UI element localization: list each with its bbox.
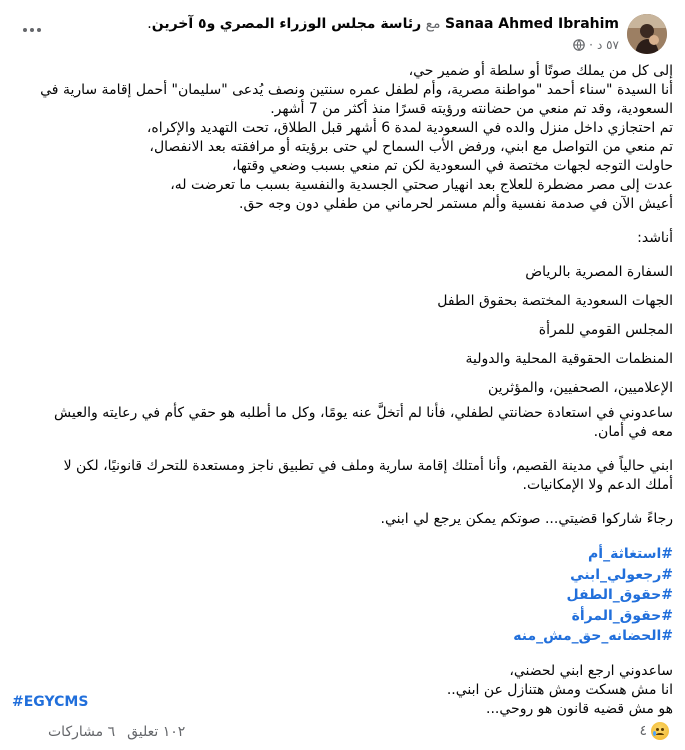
engagement-stats (48, 724, 185, 740)
post-footer (0, 720, 685, 750)
more-options-icon[interactable] (20, 18, 44, 42)
closing-line: هو مش قضيه قانون هو روحي... (486, 700, 673, 717)
post-header (0, 8, 685, 58)
post-meta (573, 38, 619, 52)
hashtag-link[interactable]: #رجعولي_ابني (570, 566, 673, 583)
intro-paragraph (12, 62, 673, 214)
hashtag-link[interactable]: #الحضانه_حق_مش_منه (513, 628, 673, 644)
intro-line: أعيش الآن في صدمة نفسية وألم مستمر لحرماني من طفلي دون وجه حق. (239, 196, 673, 212)
son-line: أملك الدعم ولا الإمكانيات. (522, 477, 673, 493)
intro-line: إلى كل من يملك صوتًا أو سلطة أو ضمير حي، (408, 63, 673, 79)
globe-icon (573, 39, 585, 51)
help-line: معه في أمان. (593, 424, 673, 440)
son-paragraph (12, 457, 673, 495)
avatar-photo-icon (627, 14, 667, 54)
intro-line: تم احتجازي داخل منزل والده في السعودية لمدة 6 أشهر قبل الطلاق، تحت التهديد والإكراه، (146, 120, 673, 136)
tagged-page[interactable]: رئاسة مجلس الوزراء المصري (219, 16, 422, 32)
reactions-summary[interactable] (639, 722, 669, 740)
reactions-count: ٤ (639, 723, 647, 739)
appeal-item: الإعلاميين، الصحفيين، والمؤثرين (487, 380, 673, 396)
with-word: مع (425, 16, 441, 32)
closing-line: انا مش هسكت ومش هتنازل عن ابني.. (446, 681, 673, 698)
intro-line: أنا السيدة "سناء أحمد "مواطنة مصرية، وأم لطفل عمره سنتين ونصف يُدعى "سليمان" أحمل إقامة سارية في (40, 82, 673, 98)
appeal-item: السفارة المصرية بالرياض (525, 264, 673, 280)
hashtag-link[interactable]: #استغاثة_أم (588, 546, 673, 562)
closing-paragraph (12, 662, 673, 719)
appeal-item: الجهات السعودية المختصة بحقوق الطفل (437, 293, 673, 309)
intro-line: تم منعي من التواصل مع ابني، ورفض الأب السماح لي حتى برؤيته أو مرافقته بعد الانفصال، (149, 139, 673, 155)
post-time[interactable]: ٥٧ د (596, 38, 619, 52)
hashtag-link[interactable]: #حقوق_الطفل (566, 587, 673, 603)
intro-line: عدت إلى مصر مضطرة للعلاج بعد انهيار صحتي الجسدية والنفسية بسبب ما تعرضت له، (170, 177, 673, 193)
title-period: . (147, 16, 152, 32)
sad-reaction-icon (651, 722, 669, 740)
egycms-hashtag[interactable]: #EGYCMS (12, 694, 89, 710)
help-line: ساعدوني في استعادة حضانتي لطفلي، فأنا لم أتخلَّ عنه يومًا، وكل ما أطلبه هو حقي كأم في رعايته والعيش (54, 405, 673, 421)
share-request: رجاءً شاركوا قضيتي... صوتكم يمكن يرجع لي ابني. (380, 511, 673, 527)
intro-line: حاولت التوجه لجهات مختصة في السعودية لكن تم منعي بسبب وضعي وقتها، (231, 158, 673, 174)
comments-count[interactable]: ١٠٢ تعليق (127, 724, 186, 740)
son-line: ابني حالياً في مدينة القصيم، وأنا أمتلك إقامة سارية وملف في تطبيق ناجز ومستعدة للتحرك قانونيًا، لكن لا (63, 458, 673, 474)
appeal-item: المجلس القومي للمرأة (538, 322, 673, 338)
meta-dot: · (589, 38, 593, 52)
appeal-item: المنظمات الحقوقية المحلية والدولية (465, 351, 673, 367)
intro-line: السعودية، وقد تم منعي من حضانته ورؤيته قسرًا منذ أكثر من 7 أشهر. (270, 101, 673, 117)
post-text (12, 62, 673, 734)
help-paragraph (12, 404, 673, 442)
appeal-label: أناشد: (637, 230, 673, 246)
closing-line: ساعدوني ارجع ابني لحضني، (509, 662, 673, 679)
hashtag-list (12, 544, 673, 647)
shares-count[interactable]: ٦ مشاركات (48, 724, 116, 740)
author-name[interactable]: Sanaa Ahmed Ibrahim (445, 16, 619, 32)
tagged-others[interactable]: و٥ آخرين (151, 16, 216, 32)
hashtag-link[interactable]: #حقوق_المرأة (571, 607, 673, 624)
post-title (147, 16, 619, 32)
author-avatar[interactable] (627, 14, 667, 54)
